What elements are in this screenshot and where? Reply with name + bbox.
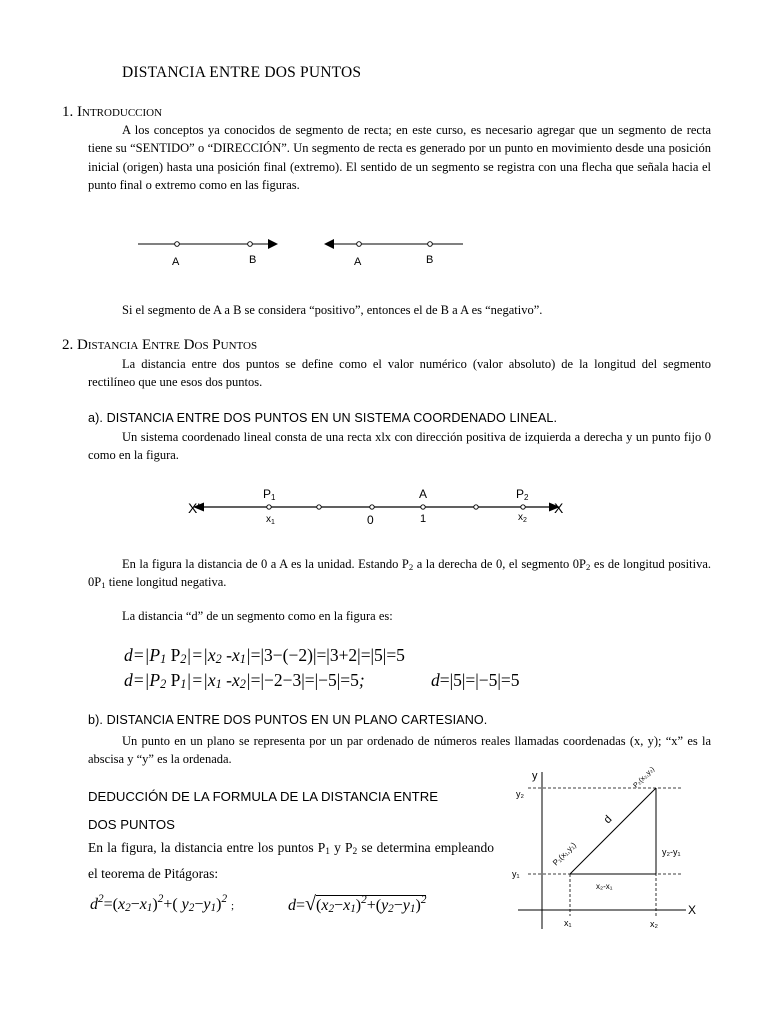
label-b: B bbox=[426, 254, 434, 266]
equation-1: $d=|P_1$ $P_2|=|x_2$ $-x_1|=|3-(-2)|=|3+2|=|5|=5$ bbox=[124, 645, 405, 666]
section-2-title: Distancia Entre Dos Puntos bbox=[77, 337, 258, 353]
deduction-paragraph: En la figura, la distancia entre los puntos $P_1$ y $P_2$ se determina empleando el teorema de Pitágoras: bbox=[88, 840, 494, 881]
distance-formula: $d=√(x_2-x_1)^2+(y_2-y_1)^2$ bbox=[288, 893, 427, 915]
section-1-title: Introduccion bbox=[77, 104, 163, 120]
label-dy: y₂-y₁ bbox=[662, 847, 681, 857]
positive-negative-paragraph: Si el segmento de A a B se considera “positivo”, entonces el de B a A es “negativo”. bbox=[122, 303, 543, 317]
linear-coordinate-figure bbox=[180, 482, 580, 528]
section-2-number: 2. bbox=[62, 337, 74, 353]
unit-paragraph: En la figura la distancia de 0 a A es la unidad. Estando $P_2$ a la derecha de 0, el segmento $0P_2$ es de longitud positiva. $0P_1$ tiene longitud negativa. bbox=[88, 557, 712, 591]
label-b: B bbox=[249, 254, 257, 266]
label-p1: P1 bbox=[263, 487, 276, 502]
label-x1: $x_1$ bbox=[266, 514, 275, 526]
section-1-heading bbox=[62, 104, 162, 121]
page-title: DISTANCIA ENTRE DOS PUNTOS bbox=[122, 64, 362, 81]
equation-2: $d=|P_2$ $P_1|=|x_1$ $-x_2|=|-2-3|=|-5|=5$; bbox=[124, 670, 365, 691]
label-a: A bbox=[354, 256, 362, 268]
linear-system-paragraph: Un sistema coordenado lineal consta de una recta xlx con dirección positiva de izquierda a derecha y un punto fijo 0 como en la figura. bbox=[88, 430, 711, 463]
pythagoras-formula: $d^2=(x_2-x_1)^2+$( $y_2-y_1)^2$ ; bbox=[90, 893, 235, 914]
label-x1: x₁ bbox=[564, 918, 572, 928]
label-zero: 0 bbox=[367, 513, 374, 527]
axis-label-x-prime: X' bbox=[188, 500, 201, 516]
section-1-number: 1. bbox=[62, 104, 74, 120]
label-x2: x₂ bbox=[650, 919, 658, 929]
segment-a-to-b bbox=[138, 239, 278, 268]
axis-label-x: X bbox=[554, 500, 564, 516]
segment-b-to-a bbox=[324, 239, 463, 268]
label-a: A bbox=[172, 256, 180, 268]
label-p1: P₁(x₁,y₁) bbox=[551, 840, 578, 868]
label-one: 1 bbox=[420, 513, 427, 525]
subsection-b-heading: b). DISTANCIA ENTRE DOS PUNTOS EN UN PLANO CARTESIANO. bbox=[88, 713, 488, 727]
label-x-axis: X bbox=[688, 903, 697, 917]
label-a: A bbox=[419, 487, 428, 501]
label-p2: P2 bbox=[516, 487, 529, 502]
distance-definition-paragraph: La distancia entre dos puntos se define como el valor numérico (valor absoluto) de la longitud del segmento rectilíneo que une esos dos puntos. bbox=[88, 357, 711, 390]
equation-3: d=|5|=|−5|=5 bbox=[431, 670, 520, 690]
label-d: d bbox=[601, 813, 615, 827]
label-x2: $x_2$ bbox=[518, 512, 527, 524]
cartesian-plane-figure bbox=[508, 764, 708, 934]
label-y1: y₁ bbox=[512, 869, 520, 879]
label-y-axis: y bbox=[532, 770, 538, 782]
subsection-a-heading: a). DISTANCIA ENTRE DOS PUNTOS EN UN SISTEMA COORDENADO LINEAL. bbox=[88, 411, 558, 425]
distance-d-paragraph: La distancia “d” de un segmento como en la figura es: bbox=[122, 609, 393, 623]
section-2-heading bbox=[62, 337, 257, 354]
label-dx: x₂-x₁ bbox=[596, 882, 613, 891]
segment-direction-figure bbox=[130, 232, 475, 272]
label-p2: P₂(x₂,y₂) bbox=[632, 765, 657, 790]
deduction-heading: DEDUCCIÓN DE LA FORMULA DE LA DISTANCIA ENTRE DOS PUNTOS bbox=[88, 789, 439, 832]
label-y2: y₂ bbox=[516, 789, 524, 799]
intro-paragraph: A los conceptos ya conocidos de segmento de recta; en este curso, es necesario agregar que un segmento de recta tiene su “SENTIDO” o “DIRECCIÓN”. Un segmento de recta es generado por un punto en movimiento desde una posición inicial (origen) hasta una posición final (extremo). El sentido de un segmento se registra con una flecha que señala hacia el punto final o extremo como en las figuras. bbox=[88, 123, 711, 193]
cartesian-plane-paragraph: Un punto en un plano se representa por un par ordenado de números reales llamadas coordenadas (x, y); “x” es la abscisa y “y” es la ordenada. bbox=[88, 734, 711, 767]
